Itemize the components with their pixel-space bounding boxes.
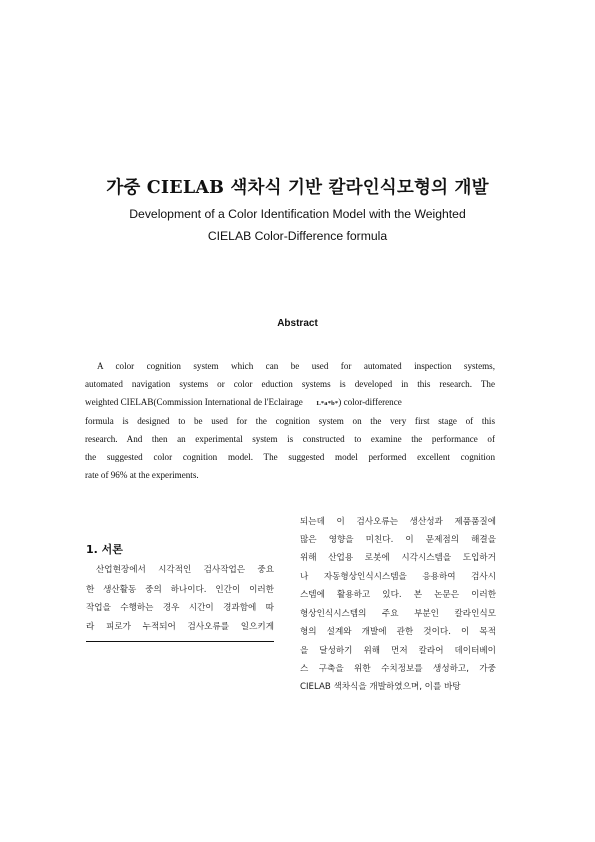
body-line-right: 위해 산업용 로봇에 시각시스템을 도입하거	[300, 553, 496, 563]
paper-title-english-line-1: Development of a Color Identification Model with the Weighted	[129, 207, 466, 221]
lab-notation: L*a*b*	[316, 400, 339, 407]
body-line-left: 한 생산활동 중의 하나이다. 인간이 이러한	[86, 585, 274, 595]
paper-title-korean: 가중 CIELAB 색차식 기반 칼라인식모형의 개발	[106, 178, 489, 198]
body-line-right: 스 구축을 위한 수치정보를 생성하고, 가중	[300, 664, 496, 674]
body-line-right: 나 자동형상인식시스템을 응용하여 검사시	[300, 572, 496, 582]
abstract-line-text: ) color-difference	[338, 397, 402, 407]
body-line-left: 산업현장에서 시각적인 검사작업은 중요	[96, 565, 274, 575]
abstract-line: research. And then an experimental system is constructed to examine the performance of	[85, 434, 495, 444]
body-line-right: 형상인식시스템의 주요 부분인 칼라인식모	[300, 609, 496, 619]
abstract-line: rate of 96% at the experiments.	[85, 470, 199, 480]
abstract-line: A color cognition system which can be used for automated inspection systems,	[97, 361, 495, 371]
body-line-right: 을 달성하기 위해 먼저 칼라어 데이터베이	[300, 646, 496, 656]
body-line-right: CIELAB 색차식을 개발하였으며, 이를 바탕	[300, 682, 461, 692]
body-line-right: 형의 설계와 개발에 관한 것이다. 이 목적	[300, 627, 496, 637]
abstract-line: the suggested color cognition model. The suggested model performed excellent cognition	[85, 452, 495, 462]
body-line-right: 스템에 활용하고 있다. 본 논문은 이러한	[300, 590, 496, 600]
footnote-rule	[86, 641, 274, 642]
abstract-heading: Abstract	[277, 318, 318, 329]
abstract-line: formula is designed to be used for the cognition system on the very first stage of this	[85, 416, 495, 426]
body-line-left: 작업을 수행하는 경우 시간이 경과함에 따	[86, 603, 274, 613]
body-line-right: 많은 영향을 미친다. 이 문제점의 해결을	[300, 535, 496, 545]
body-line-left: 라 피로가 누적되어 검사오류를 일으키게	[86, 622, 274, 632]
abstract-line-with-math	[85, 397, 495, 407]
abstract-line-text: weighted CIELAB(Commission International de l'Eclairage	[85, 397, 303, 407]
body-line-right: 되는데 이 검사오류는 생산성과 제품품질에	[300, 517, 496, 527]
abstract-line: automated navigation systems or color eduction systems is developed in this research. The	[85, 379, 495, 389]
paper-title-english-line-2: CIELAB Color-Difference formula	[207, 229, 388, 243]
section-heading-introduction: 1. 서론	[86, 543, 123, 556]
